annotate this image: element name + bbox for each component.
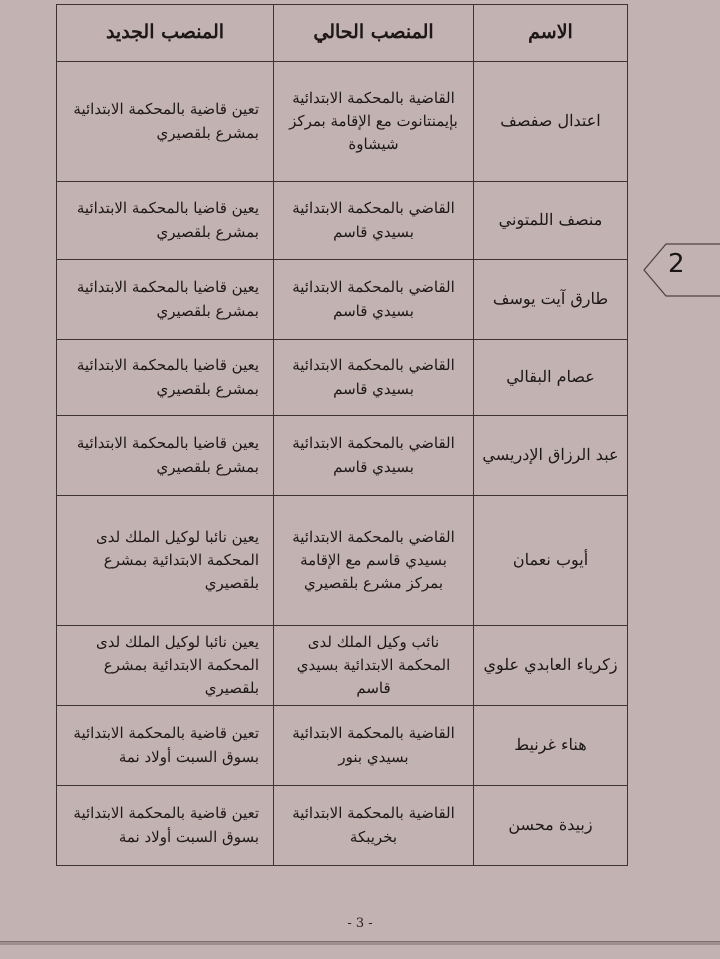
page-tab-marker[interactable] xyxy=(642,243,720,297)
table-row xyxy=(57,706,628,786)
row-name: أيوب نعمان xyxy=(474,496,628,626)
row-name: زبيدة محسن xyxy=(474,786,628,866)
table-row xyxy=(57,62,628,182)
header-new-position: المنصب الجديد xyxy=(57,5,274,62)
row-current-position: القاضية بالمحكمة الابتدائية بخريبكة xyxy=(274,786,474,866)
row-new-position: يعين نائبا لوكيل الملك لدى المحكمة الابتدائية بمشرع بلقصيري xyxy=(57,626,274,706)
table-row xyxy=(57,626,628,706)
table-row xyxy=(57,496,628,626)
row-new-position: يعين قاضيا بالمحكمة الابتدائية بمشرع بلقصيري xyxy=(57,260,274,340)
header-name: الاسم xyxy=(474,5,628,62)
tab-number: 2 xyxy=(668,249,685,279)
row-new-position: يعين نائبا لوكيل الملك لدى المحكمة الابتدائية بمشرع بلقصيري xyxy=(57,496,274,626)
row-name: عصام البقالي xyxy=(474,340,628,416)
row-current-position: القاضي بالمحكمة الابتدائية بسيدي قاسم xyxy=(274,416,474,496)
row-current-position: نائب وكيل الملك لدى المحكمة الابتدائية بسيدي قاسم xyxy=(274,626,474,706)
row-name: هناء غرنيط xyxy=(474,706,628,786)
row-name: عبد الرزاق الإدريسي xyxy=(474,416,628,496)
table-row xyxy=(57,182,628,260)
row-new-position: تعين قاضية بالمحكمة الابتدائية بسوق السبت أولاد نمة xyxy=(57,786,274,866)
page-number: - 3 - xyxy=(347,916,373,931)
header-current-position: المنصب الحالي xyxy=(274,5,474,62)
appointments-table-container xyxy=(56,4,627,860)
row-current-position: القاضي بالمحكمة الابتدائية بسيدي قاسم xyxy=(274,260,474,340)
row-new-position: يعين قاضيا بالمحكمة الابتدائية بمشرع بلقصيري xyxy=(57,340,274,416)
row-current-position: القاضي بالمحكمة الابتدائية بسيدي قاسم xyxy=(274,182,474,260)
bottom-divider xyxy=(0,941,720,945)
table-row xyxy=(57,340,628,416)
row-name: زكرياء العابدي علوي xyxy=(474,626,628,706)
table-row xyxy=(57,786,628,866)
row-current-position: القاضية بالمحكمة الابتدائية بإيمنتانوت مع الإقامة بمركز شيشاوة xyxy=(274,62,474,182)
table-row xyxy=(57,260,628,340)
row-new-position: تعين قاضية بالمحكمة الابتدائية بسوق السبت أولاد نمة xyxy=(57,706,274,786)
row-new-position: يعين قاضيا بالمحكمة الابتدائية بمشرع بلقصيري xyxy=(57,416,274,496)
row-current-position: القاضية بالمحكمة الابتدائية بسيدي بنور xyxy=(274,706,474,786)
row-name: منصف اللمتوني xyxy=(474,182,628,260)
row-current-position: القاضي بالمحكمة الابتدائية بسيدي قاسم مع الإقامة بمركز مشرع بلقصيري xyxy=(274,496,474,626)
row-new-position: يعين قاضيا بالمحكمة الابتدائية بمشرع بلقصيري xyxy=(57,182,274,260)
row-name: طارق آيت يوسف xyxy=(474,260,628,340)
row-current-position: القاضي بالمحكمة الابتدائية بسيدي قاسم xyxy=(274,340,474,416)
header-row xyxy=(57,5,628,62)
appointments-table xyxy=(56,4,628,866)
table-row xyxy=(57,416,628,496)
row-name: اعتدال صفصف xyxy=(474,62,628,182)
row-new-position: تعين قاضية بالمحكمة الابتدائية بمشرع بلقصيري xyxy=(57,62,274,182)
